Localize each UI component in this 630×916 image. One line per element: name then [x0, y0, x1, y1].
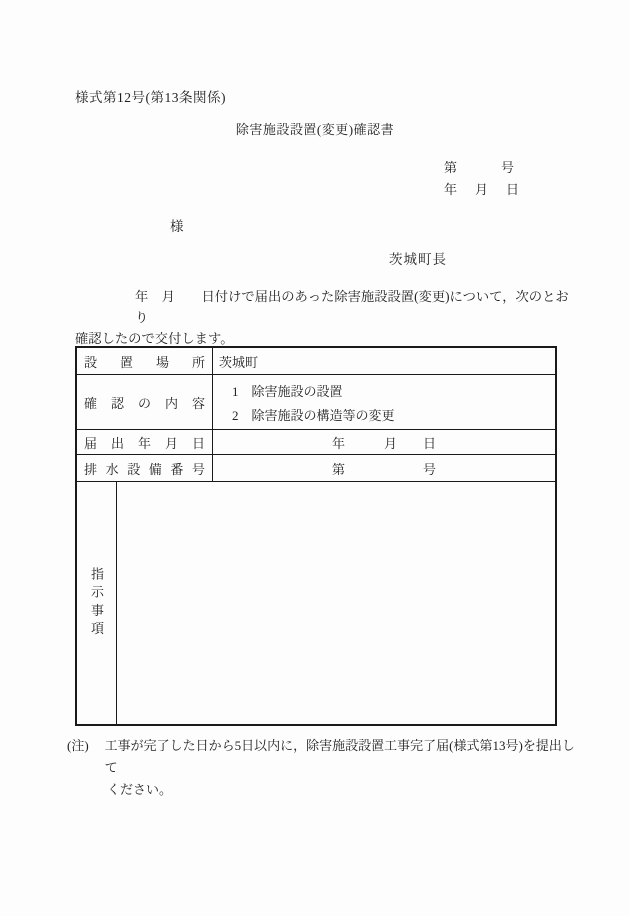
issuer-name: 茨城町長 — [389, 252, 447, 267]
row-label: 排 水 設 備 番 号 — [84, 461, 205, 477]
footnote-marker: (注) — [67, 738, 89, 753]
document-number-line — [444, 157, 514, 176]
row-label-cell — [77, 430, 213, 454]
row-label: 届 出 年 月 日 — [84, 435, 205, 451]
row-value: 年 月 日 — [331, 435, 436, 451]
table-row-instructions — [77, 482, 555, 724]
document-title: 除害施設設置(変更)確認書 — [235, 122, 395, 137]
row-value: 茨城町 — [219, 354, 259, 370]
date-month-label: 月 — [474, 182, 488, 197]
row-label-cell — [77, 348, 213, 374]
body-line-1: 年 月 日付けで届出のあった除害施設設置(変更)について，次のとおり — [135, 289, 569, 325]
row-label: 設 置 場 所 — [84, 354, 205, 370]
footnote-line-2: ください。 — [107, 782, 173, 797]
issue-date-line — [444, 179, 519, 198]
row-label-cell — [77, 482, 117, 724]
recipient-honorific: 様 — [170, 219, 184, 234]
table-row-confirmation-contents — [77, 375, 555, 430]
row-value: 第 号 — [331, 461, 436, 477]
confirmation-item-1: 1 除害施設の設置 — [232, 384, 343, 399]
body-line-2: 確認したので交付します。 — [75, 331, 234, 346]
row-label: 確 認 の 内 容 — [84, 395, 205, 411]
row-label-cell — [77, 375, 213, 429]
table-row-notification-date — [77, 430, 555, 455]
row-label-vertical: 指示事項 — [89, 566, 104, 640]
confirmation-item-2: 2 除害施設の構造等の変更 — [232, 408, 395, 423]
confirmation-table — [75, 346, 557, 726]
table-row-drainage-number — [77, 455, 555, 482]
row-value — [213, 375, 555, 429]
body-paragraph — [75, 286, 572, 349]
row-value-empty — [117, 482, 555, 724]
date-year-label: 年 — [444, 182, 458, 197]
date-day-label: 日 — [505, 182, 519, 197]
footnote-line-1 — [67, 735, 579, 779]
footnote-text: 工事が完了した日から5日以内に，除害施設設置工事完了届(様式第13号)を提出して — [104, 738, 575, 775]
footnote — [67, 735, 579, 801]
table-row-installation-place — [77, 348, 555, 375]
row-label-cell — [77, 455, 213, 481]
form-number: 様式第12号(第13条関係) — [75, 90, 226, 105]
doc-number-suffix: 号 — [500, 160, 514, 175]
doc-number-prefix: 第 — [444, 160, 458, 175]
